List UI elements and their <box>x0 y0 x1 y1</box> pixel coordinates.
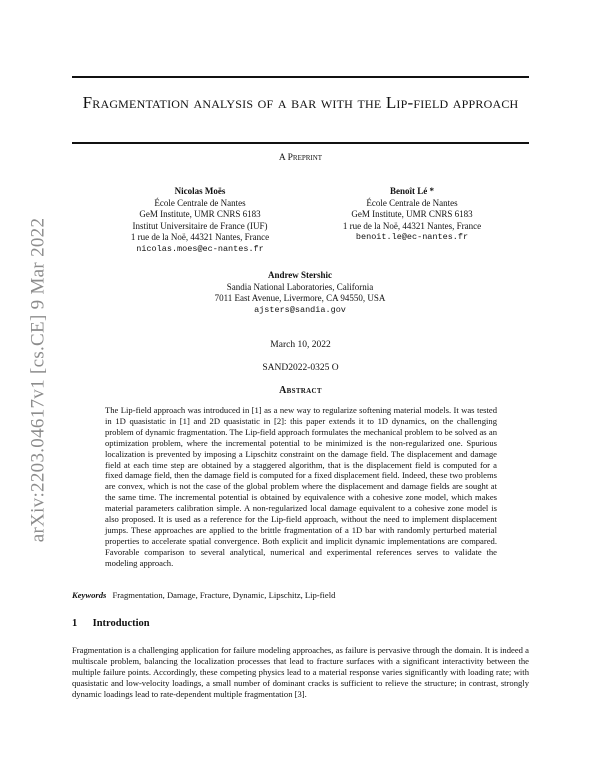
author-name: Nicolas Moës <box>174 186 226 196</box>
author-block-stershic <box>170 270 430 316</box>
author-affiliation: École Centrale de Nantes <box>154 197 246 208</box>
keywords-label: Keywords <box>72 590 107 600</box>
section-heading-introduction <box>72 618 150 629</box>
author-address: 7011 East Avenue, Livermore, CA 94550, USA <box>214 293 386 303</box>
author-name: Andrew Stershic <box>267 270 333 280</box>
publication-date: March 10, 2022 <box>270 340 331 350</box>
author-email[interactable]: ajsters@sandia.gov <box>254 304 346 315</box>
author-block-le <box>322 186 502 244</box>
author-email[interactable]: benoit.le@ec-nantes.fr <box>355 232 469 242</box>
author-address: 1 rue de la Noë, 44321 Nantes, France <box>342 220 482 231</box>
paper-title: Fragmentation analysis of a bar with the Lip-field approach <box>82 93 519 112</box>
author-affiliation: Sandia National Laboratories, California <box>226 281 374 292</box>
title-rule-top <box>72 76 529 78</box>
author-address: 1 rue de la Noë, 44321 Nantes, France <box>130 232 270 242</box>
abstract-body: The Lip-field approach was introduced in [1] as a new way to regularize softening material models. It was tested in 1D quasistatic in [1] and 2D quasistatic in [2]: this paper extends it to 1D dynamics, on the challenging problem of dynamic fragmentation. The Lip-field approach formulates the mechanical problem to be solved as an optimization problem, where the incremental potential to be minimized is the non-regularized one. Spurious localization is prevented by imposing a Lipschitz constraint on the damage field. The displacement and damage field at each time step are obtained by a staggered algorithm, that is the displacement field is computed for a fixed damage field, then the damage field is computed for a fixed displacement field. Indeed, these two problems are convex, which is not the case of the global problem where the displacement and damage fields are sought at the same time. The incremental potential is obtained by equivalence with a cohesive zone model, which makes material parameters calibration simple. A non-regularized local damage equivalent to a cohesive zone model is also proposed. It is used as a reference for the Lip-field approach, without the need to implement displacement jumps. These approaches are applied to the brittle fragmentation of a 1D bar with randomly perturbed material properties to accelerate spatial convergence. Both explicit and implicit dynamic implementations are compared. Favorable comparison to several analytical, numerical and experimental references serves to validate the modeling approach. <box>105 405 497 568</box>
author-name: Benoît Lé * <box>390 186 434 196</box>
author-block-moes <box>110 186 290 255</box>
report-number: SAND2022-0325 O <box>262 363 339 373</box>
arxiv-identifier-stamp <box>26 210 50 550</box>
keywords-list: Fragmentation, Damage, Fracture, Dynamic, Lipschitz, Lip-field <box>112 590 336 600</box>
keywords-line <box>72 590 529 600</box>
preprint-label: A Preprint <box>278 153 323 163</box>
section-title: Introduction <box>92 618 150 629</box>
arxiv-identifier-text: arXiv:2203.04617v1 [cs.CE] 9 Mar 2022 <box>27 217 48 543</box>
section-number: 1 <box>72 618 78 629</box>
title-rule-bottom <box>72 142 529 144</box>
author-affiliation: Institut Universitaire de France (IUF) <box>132 220 268 231</box>
author-email[interactable]: nicolas.moes@ec-nantes.fr <box>136 243 264 254</box>
abstract-heading: Abstract <box>279 385 322 396</box>
author-affiliation: GeM Institute, UMR CNRS 6183 <box>351 209 473 219</box>
author-affiliation: GeM Institute, UMR CNRS 6183 <box>139 209 261 219</box>
author-affiliation: École Centrale de Nantes <box>366 197 458 208</box>
introduction-paragraph: Fragmentation is a challenging application for failure modeling approaches, as failure is pervasive through the domain. It is indeed a multiscale problem, balancing the localization processes that lead to fracture surfaces with a significant interactivity between the multiple failure points. Accordingly, these competing physics lead to a material response varies significantly with loading rate; with quasistatic and low-velocity loadings, a small number of dominant cracks is sufficient to relieve the structure; in contrast, strongly dynamic loadings lead to rate-dependent multiple fragmentation [3]. <box>72 645 529 699</box>
